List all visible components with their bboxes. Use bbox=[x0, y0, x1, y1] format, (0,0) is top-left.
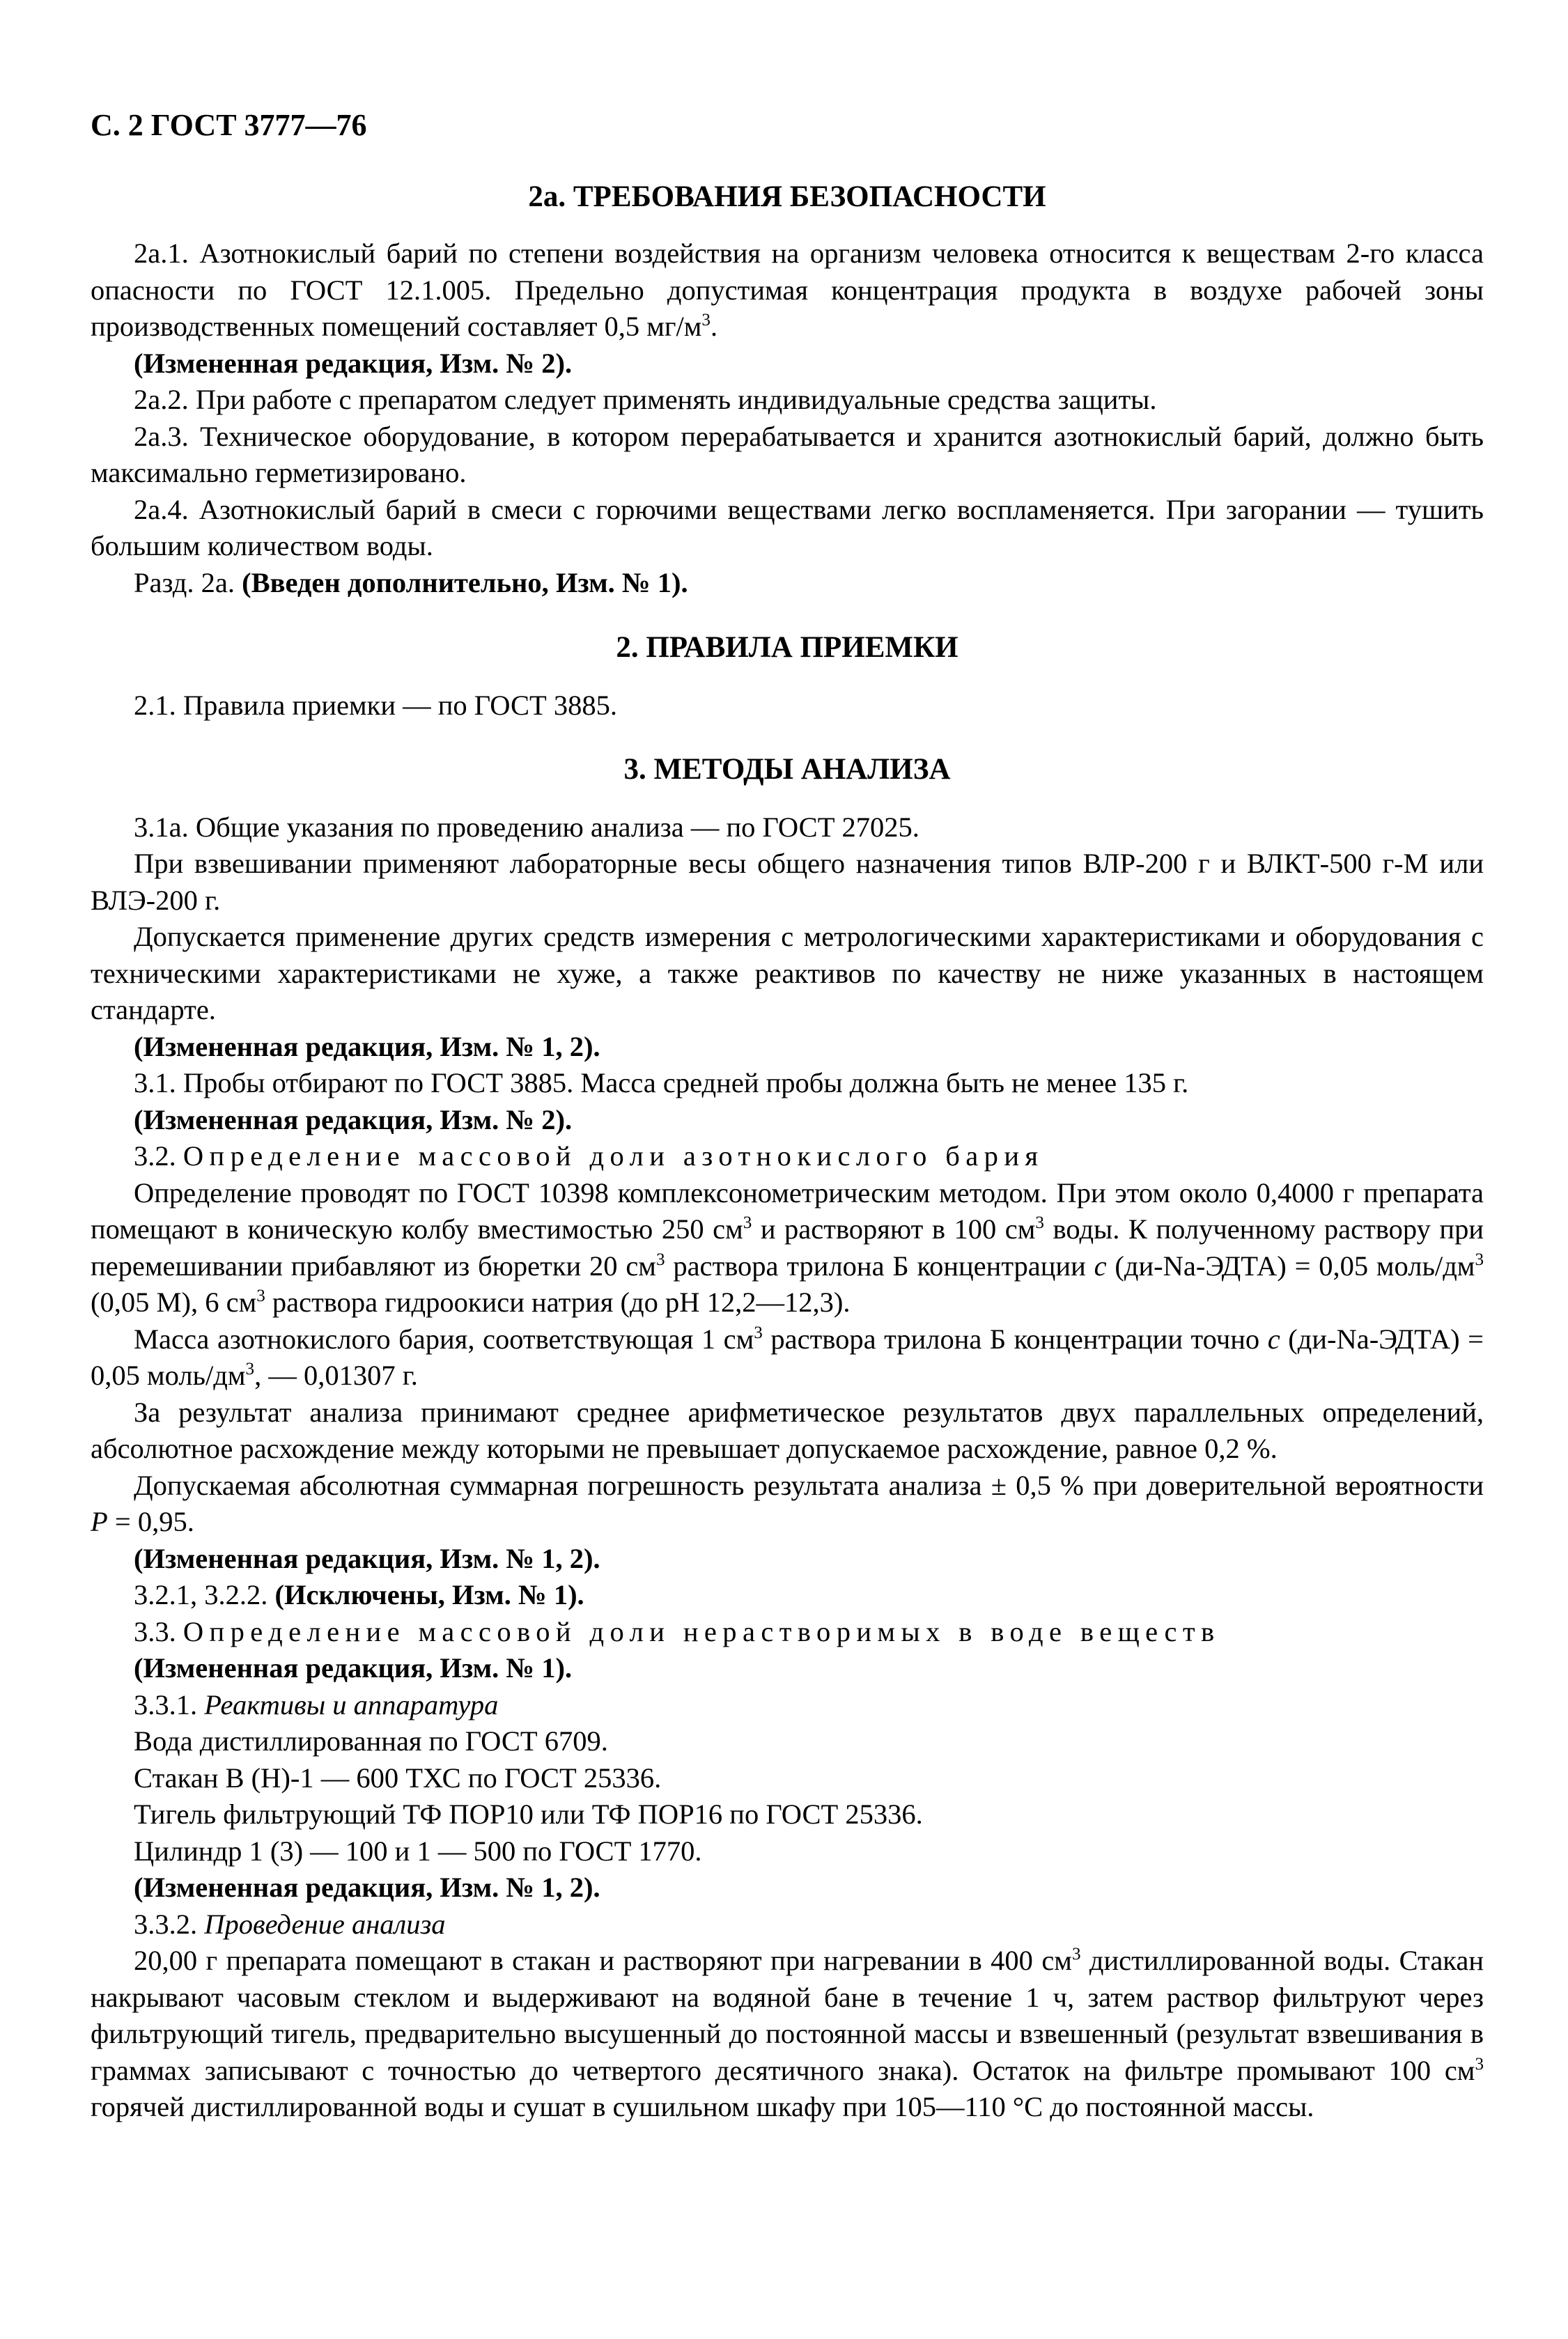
paragraph-3-3-2-heading: 3.3.2. Проведение анализа bbox=[134, 1908, 446, 1940]
paragraph-2a-4: 2а.4. Азотнокислый барий в смеси с горючими веществами легко воспламеняется. При загорании — тушить большим количеством воды. bbox=[91, 493, 1484, 561]
amendment-note: (Измененная редакция, Изм. № 1). bbox=[134, 1652, 573, 1684]
reagent-item: Вода дистиллированная по ГОСТ 6709. bbox=[134, 1725, 608, 1757]
paragraph-3-3-2-procedure: 20,00 г препарата помещают в стакан и растворяют при нагревании в 400 $см^3$ дистиллированной воды. Стакан накрывают часовым стеклом и выдерживают на водяной бане в течение 1 ч, затем раствор фильтруют через фильтрующий тигель, предварительно высушенный до постоянной массы и взвешенный (результат взвешивания в граммах записывают с точностью до четвертого десятичного знака). Остаток на фильтре промывают 100 $см^3$ горячей дистиллированной воды и сушат в сушильном шкафу при 105—110 °С до постоянной массы. bbox=[91, 1945, 1484, 2122]
reagent-item: Стакан В (Н)-1 — 600 ТХС по ГОСТ 25336. bbox=[134, 1762, 662, 1794]
paragraph-2a-note: Разд. 2а. (Введен дополнительно, Изм. № 1). bbox=[134, 566, 688, 598]
paragraph-3-3-heading: 3.3. Определение массовой доли нерастворимых в воде веществ bbox=[134, 1615, 1220, 1647]
page-header: С. 2 ГОСТ 3777—76 bbox=[91, 108, 367, 142]
section-title-methods: 3. МЕТОДЫ АНАЛИЗА bbox=[623, 752, 951, 786]
reagent-item: Цилиндр 1 (3) — 100 и 1 — 500 по ГОСТ 1770. bbox=[134, 1835, 702, 1867]
amendment-note: (Измененная редакция, Изм. № 2). bbox=[134, 347, 573, 379]
paragraph-3-2-1: 3.2.1, 3.2.2. (Исключены, Изм. № 1). bbox=[134, 1579, 584, 1610]
paragraph-2a-2: 2а.2. При работе с препаратом следует применять индивидуальные средства защиты. bbox=[134, 384, 1157, 415]
paragraph-3-3-1-heading: 3.3.1. Реактивы и аппаратура bbox=[134, 1688, 499, 1720]
paragraph-3-2-result: За результат анализа принимают среднее арифметическое результатов двух параллельных определений, абсолютное расхождение между которыми не превышает допускаемое расхождение, равное 0,2 %. bbox=[91, 1396, 1484, 1464]
reagent-item: Тигель фильтрующий ТФ ПОР10 или ТФ ПОР16 по ГОСТ 25336. bbox=[134, 1798, 923, 1830]
amendment-note: (Измененная редакция, Изм. № 1, 2). bbox=[134, 1030, 600, 1062]
paragraph-2a-1: 2а.1. Азотнокислый барий по степени воздействия на организм человека относится к веществам 2-го класса опасности по ГОСТ 12.1.005. Предельно допустимая концентрация продукта в воздухе рабочей зоны производственных помещений составляет 0,5 $мг/м^3$. bbox=[91, 238, 1484, 342]
amendment-note: (Измененная редакция, Изм. № 1, 2). bbox=[134, 1872, 600, 1903]
paragraph-3-2-mass: Масса азотнокислого бария, соответствующая 1 $см^3$ раствора трилона Б концентрации точно с (ди-Na-ЭДТА) = 0,05 моль/$дм^3$, — 0,01307 г. bbox=[91, 1323, 1484, 1391]
document-page bbox=[91, 104, 1484, 2126]
paragraph-2-1: 2.1. Правила приемки — по ГОСТ 3885. bbox=[134, 690, 617, 721]
paragraph-3-2-error: Допускаемая абсолютная суммарная погрешность результата анализа ± 0,5 % при доверительной вероятности Р = 0,95. bbox=[91, 1469, 1484, 1537]
amendment-note: (Измененная редакция, Изм. № 1, 2). bbox=[134, 1542, 600, 1574]
paragraph-3-1a: 3.1а. Общие указания по проведению анализа — по ГОСТ 27025. bbox=[134, 811, 919, 843]
paragraph-3-2-heading: 3.2. Определение массовой доли азотнокислого бария bbox=[134, 1140, 1044, 1172]
paragraph-scales: При взвешивании применяют лабораторные весы общего назначения типов ВЛР-200 г и ВЛКТ-500 г-М или ВЛЭ-200 г. bbox=[91, 848, 1484, 916]
paragraph-equipment: Допускается применение других средств измерения с метрологическими характеристиками и оборудования с техническими характеристиками не хуже, а также реактивов по качеству не ниже указанных в настоящем стандарте. bbox=[91, 921, 1484, 1025]
paragraph-2a-3: 2а.3. Техническое оборудование, в котором перерабатывается и хранится азотнокислый барий, должно быть максимально герметизировано. bbox=[91, 420, 1484, 488]
amendment-note: (Измененная редакция, Изм. № 2). bbox=[134, 1103, 573, 1135]
paragraph-3-2-procedure: Определение проводят по ГОСТ 10398 комплексонометрическим методом. При этом около 0,4000 г препарата помещают в коническую колбу вместимостью 250 $см^3$ и растворяют в 100 $см^3$ воды. К полученному раствору при перемешивании прибавляют из бюретки 20 $см^3$ раствора трилона Б концентрации с (ди-Na-ЭДТА) = 0,05 моль/$дм^3$ (0,05 М), 6 $см^3$ раствора гидроокиси натрия (до рН 12,2—12,3). bbox=[91, 1176, 1484, 1318]
section-title-safety: 2а. ТРЕБОВАНИЯ БЕЗОПАСНОСТИ bbox=[528, 180, 1046, 213]
section-title-acceptance: 2. ПРАВИЛА ПРИЕМКИ bbox=[616, 631, 958, 664]
paragraph-3-1: 3.1. Пробы отбирают по ГОСТ 3885. Масса средней пробы должна быть не менее 135 г. bbox=[134, 1067, 1189, 1098]
